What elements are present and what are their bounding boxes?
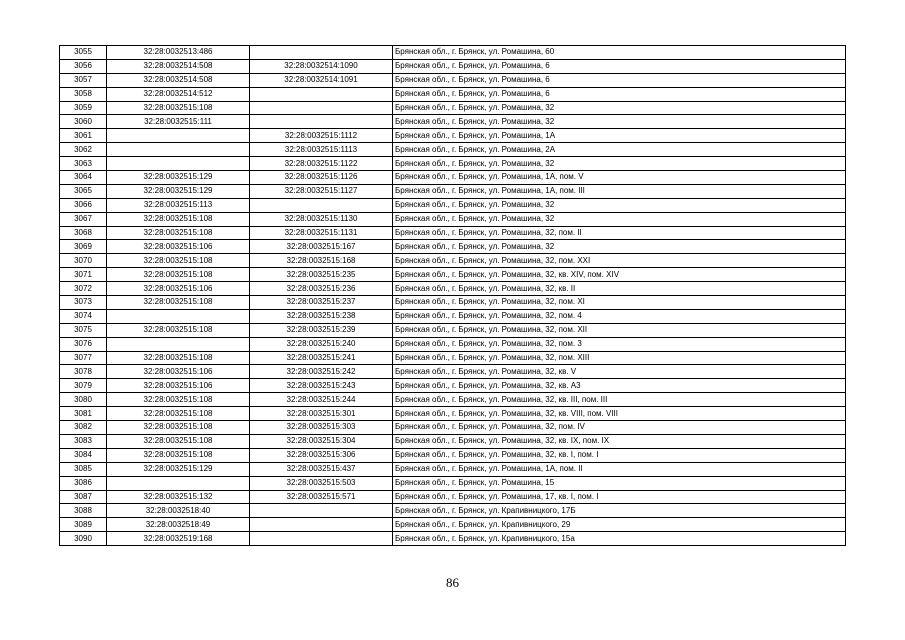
table-row: [60, 518, 846, 532]
address-cell: Брянская обл., г. Брянск, ул. Ромашина, 32, кв. VIII, пом. VIII: [393, 407, 846, 421]
object-cadastral-number-cell: [250, 46, 393, 60]
row-number-cell: 3055: [60, 46, 107, 60]
cadastral-number-cell: 32:28:0032514:508: [107, 59, 250, 73]
table-row: [60, 101, 846, 115]
object-cadastral-number-cell: [250, 518, 393, 532]
object-cadastral-number-cell: 32:28:0032515:303: [250, 421, 393, 435]
cadastral-number-cell: 32:28:0032515:108: [107, 407, 250, 421]
row-number-cell: 3065: [60, 184, 107, 198]
cadastral-number-cell: 32:28:0032515:108: [107, 351, 250, 365]
table-row: [60, 115, 846, 129]
object-cadastral-number-cell: [250, 532, 393, 546]
object-cadastral-number-cell: 32:28:0032514:1090: [250, 59, 393, 73]
row-number-cell: 3084: [60, 448, 107, 462]
cadastral-number-cell: 32:28:0032514:508: [107, 73, 250, 87]
row-number-cell: 3080: [60, 393, 107, 407]
object-cadastral-number-cell: 32:28:0032515:241: [250, 351, 393, 365]
address-cell: Брянская обл., г. Брянск, ул. Ромашина, 32, пом. II: [393, 226, 846, 240]
table-row: [60, 323, 846, 337]
registry-table: [59, 45, 846, 546]
row-number-cell: 3085: [60, 462, 107, 476]
address-cell: Брянская обл., г. Брянск, ул. Ромашина, 32, кв. III, пом. III: [393, 393, 846, 407]
table-row: [60, 268, 846, 282]
object-cadastral-number-cell: 32:28:0032515:236: [250, 282, 393, 296]
address-cell: Брянская обл., г. Брянск, ул. Ромашина, 32, пом. XII: [393, 323, 846, 337]
cadastral-number-cell: 32:28:0032515:108: [107, 101, 250, 115]
object-cadastral-number-cell: 32:28:0032515:1126: [250, 171, 393, 185]
row-number-cell: 3060: [60, 115, 107, 129]
cadastral-number-cell: 32:28:0032515:113: [107, 198, 250, 212]
cadastral-number-cell: 32:28:0032515:106: [107, 282, 250, 296]
object-cadastral-number-cell: [250, 115, 393, 129]
object-cadastral-number-cell: 32:28:0032515:242: [250, 365, 393, 379]
object-cadastral-number-cell: 32:28:0032515:243: [250, 379, 393, 393]
cadastral-number-cell: 32:28:0032515:108: [107, 434, 250, 448]
row-number-cell: 3078: [60, 365, 107, 379]
table-row: [60, 254, 846, 268]
cadastral-number-cell: 32:28:0032519:168: [107, 532, 250, 546]
object-cadastral-number-cell: 32:28:0032515:571: [250, 490, 393, 504]
cadastral-number-cell: 32:28:0032515:108: [107, 393, 250, 407]
object-cadastral-number-cell: 32:28:0032515:437: [250, 462, 393, 476]
address-cell: Брянская обл., г. Брянск, ул. Ромашина, 32: [393, 101, 846, 115]
address-cell: Брянская обл., г. Брянск, ул. Ромашина, 32, кв. II: [393, 282, 846, 296]
row-number-cell: 3079: [60, 379, 107, 393]
row-number-cell: 3073: [60, 296, 107, 310]
cadastral-number-cell: 32:28:0032515:106: [107, 365, 250, 379]
table-row: [60, 504, 846, 518]
table-row: [60, 129, 846, 143]
address-cell: Брянская обл., г. Брянск, ул. Ромашина, 32: [393, 212, 846, 226]
table-row: [60, 171, 846, 185]
address-cell: Брянская обл., г. Брянск, ул. Крапивницкого, 29: [393, 518, 846, 532]
object-cadastral-number-cell: 32:28:0032515:1130: [250, 212, 393, 226]
cadastral-number-cell: 32:28:0032515:108: [107, 421, 250, 435]
object-cadastral-number-cell: 32:28:0032515:238: [250, 309, 393, 323]
object-cadastral-number-cell: 32:28:0032515:306: [250, 448, 393, 462]
row-number-cell: 3069: [60, 240, 107, 254]
table-row: [60, 448, 846, 462]
cadastral-number-cell: 32:28:0032515:106: [107, 240, 250, 254]
address-cell: Брянская обл., г. Брянск, ул. Ромашина, 32, кв. IX, пом. IX: [393, 434, 846, 448]
cadastral-number-cell: 32:28:0032515:108: [107, 323, 250, 337]
address-cell: Брянская обл., г. Брянск, ул. Ромашина, 32: [393, 198, 846, 212]
row-number-cell: 3087: [60, 490, 107, 504]
table-row: [60, 296, 846, 310]
table-row: [60, 421, 846, 435]
object-cadastral-number-cell: 32:28:0032515:239: [250, 323, 393, 337]
cadastral-number-cell: 32:28:0032515:108: [107, 296, 250, 310]
object-cadastral-number-cell: 32:28:0032515:1122: [250, 157, 393, 171]
address-cell: Брянская обл., г. Брянск, ул. Ромашина, 32, пом. XIII: [393, 351, 846, 365]
cadastral-number-cell: 32:28:0032518:40: [107, 504, 250, 518]
object-cadastral-number-cell: 32:28:0032515:301: [250, 407, 393, 421]
address-cell: Брянская обл., г. Брянск, ул. Ромашина, 15: [393, 476, 846, 490]
address-cell: Брянская обл., г. Брянск, ул. Ромашина, 6: [393, 73, 846, 87]
address-cell: Брянская обл., г. Брянск, ул. Ромашина, 32, кв. I, пом. I: [393, 448, 846, 462]
cadastral-number-cell: [107, 129, 250, 143]
row-number-cell: 3064: [60, 171, 107, 185]
row-number-cell: 3057: [60, 73, 107, 87]
table-row: [60, 143, 846, 157]
address-cell: Брянская обл., г. Брянск, ул. Ромашина, 32, пом. XI: [393, 296, 846, 310]
row-number-cell: 3088: [60, 504, 107, 518]
row-number-cell: 3089: [60, 518, 107, 532]
table-row: [60, 393, 846, 407]
object-cadastral-number-cell: [250, 101, 393, 115]
row-number-cell: 3068: [60, 226, 107, 240]
object-cadastral-number-cell: 32:28:0032515:503: [250, 476, 393, 490]
address-cell: Брянская обл., г. Брянск, ул. Крапивницкого, 15а: [393, 532, 846, 546]
cadastral-number-cell: 32:28:0032515:108: [107, 212, 250, 226]
address-cell: Брянская обл., г. Брянск, ул. Ромашина, 1А, пом. V: [393, 171, 846, 185]
row-number-cell: 3072: [60, 282, 107, 296]
address-cell: Брянская обл., г. Брянск, ул. Ромашина, 1А, пом. II: [393, 462, 846, 476]
address-cell: Брянская обл., г. Брянск, ул. Ромашина, 32, кв. V: [393, 365, 846, 379]
address-cell: Брянская обл., г. Брянск, ул. Крапивницкого, 17Б: [393, 504, 846, 518]
cadastral-number-cell: 32:28:0032515:106: [107, 379, 250, 393]
row-number-cell: 3058: [60, 87, 107, 101]
object-cadastral-number-cell: [250, 504, 393, 518]
table-row: [60, 365, 846, 379]
table-row: [60, 282, 846, 296]
address-cell: Брянская обл., г. Брянск, ул. Ромашина, 2А: [393, 143, 846, 157]
row-number-cell: 3083: [60, 434, 107, 448]
object-cadastral-number-cell: 32:28:0032515:244: [250, 393, 393, 407]
row-number-cell: 3081: [60, 407, 107, 421]
address-cell: Брянская обл., г. Брянск, ул. Ромашина, 6: [393, 87, 846, 101]
table-row: [60, 157, 846, 171]
cadastral-number-cell: [107, 309, 250, 323]
cadastral-number-cell: [107, 476, 250, 490]
cadastral-number-cell: 32:28:0032515:108: [107, 226, 250, 240]
table-row: [60, 87, 846, 101]
address-cell: Брянская обл., г. Брянск, ул. Ромашина, 32, пом. 4: [393, 309, 846, 323]
table-row: [60, 212, 846, 226]
table-row: [60, 351, 846, 365]
registry-table-body: [60, 46, 846, 546]
row-number-cell: 3076: [60, 337, 107, 351]
row-number-cell: 3063: [60, 157, 107, 171]
address-cell: Брянская обл., г. Брянск, ул. Ромашина, 60: [393, 46, 846, 60]
row-number-cell: 3062: [60, 143, 107, 157]
table-row: [60, 462, 846, 476]
object-cadastral-number-cell: 32:28:0032515:1112: [250, 129, 393, 143]
row-number-cell: 3056: [60, 59, 107, 73]
address-cell: Брянская обл., г. Брянск, ул. Ромашина, 32, кв. XIV, пом. XIV: [393, 268, 846, 282]
table-row: [60, 309, 846, 323]
address-cell: Брянская обл., г. Брянск, ул. Ромашина, 1А, пом. III: [393, 184, 846, 198]
cadastral-number-cell: 32:28:0032515:129: [107, 171, 250, 185]
address-cell: Брянская обл., г. Брянск, ул. Ромашина, 32: [393, 157, 846, 171]
address-cell: Брянская обл., г. Брянск, ул. Ромашина, 32, пом. 3: [393, 337, 846, 351]
address-cell: Брянская обл., г. Брянск, ул. Ромашина, 32: [393, 115, 846, 129]
page-number: 86: [446, 575, 459, 590]
table-row: [60, 476, 846, 490]
table-row: [60, 73, 846, 87]
row-number-cell: 3071: [60, 268, 107, 282]
cadastral-number-cell: [107, 143, 250, 157]
cadastral-number-cell: 32:28:0032518:49: [107, 518, 250, 532]
address-cell: Брянская обл., г. Брянск, ул. Ромашина, 32, кв. А3: [393, 379, 846, 393]
row-number-cell: 3082: [60, 421, 107, 435]
table-row: [60, 532, 846, 546]
table-row: [60, 59, 846, 73]
address-cell: Брянская обл., г. Брянск, ул. Ромашина, 32: [393, 240, 846, 254]
row-number-cell: 3075: [60, 323, 107, 337]
table-row: [60, 240, 846, 254]
object-cadastral-number-cell: 32:28:0032515:167: [250, 240, 393, 254]
table-row: [60, 490, 846, 504]
cadastral-number-cell: 32:28:0032515:108: [107, 448, 250, 462]
object-cadastral-number-cell: 32:28:0032515:1127: [250, 184, 393, 198]
row-number-cell: 3059: [60, 101, 107, 115]
table-row: [60, 198, 846, 212]
table-row: [60, 434, 846, 448]
object-cadastral-number-cell: 32:28:0032515:240: [250, 337, 393, 351]
object-cadastral-number-cell: 32:28:0032515:304: [250, 434, 393, 448]
row-number-cell: 3074: [60, 309, 107, 323]
cadastral-number-cell: 32:28:0032515:111: [107, 115, 250, 129]
object-cadastral-number-cell: [250, 198, 393, 212]
table-row: [60, 46, 846, 60]
table-row: [60, 379, 846, 393]
row-number-cell: 3067: [60, 212, 107, 226]
row-number-cell: 3077: [60, 351, 107, 365]
address-cell: Брянская обл., г. Брянск, ул. Ромашина, 1А: [393, 129, 846, 143]
cadastral-number-cell: 32:28:0032515:108: [107, 268, 250, 282]
table-row: [60, 226, 846, 240]
address-cell: Брянская обл., г. Брянск, ул. Ромашина, 32, пом. XXI: [393, 254, 846, 268]
row-number-cell: 3061: [60, 129, 107, 143]
table-row: [60, 337, 846, 351]
cadastral-number-cell: [107, 337, 250, 351]
cadastral-number-cell: 32:28:0032515:132: [107, 490, 250, 504]
row-number-cell: 3086: [60, 476, 107, 490]
cadastral-number-cell: 32:28:0032515:129: [107, 462, 250, 476]
object-cadastral-number-cell: 32:28:0032514:1091: [250, 73, 393, 87]
address-cell: Брянская обл., г. Брянск, ул. Ромашина, 6: [393, 59, 846, 73]
cadastral-number-cell: [107, 157, 250, 171]
address-cell: Брянская обл., г. Брянск, ул. Ромашина, 32, пом. IV: [393, 421, 846, 435]
object-cadastral-number-cell: 32:28:0032515:1113: [250, 143, 393, 157]
object-cadastral-number-cell: 32:28:0032515:168: [250, 254, 393, 268]
table-row: [60, 407, 846, 421]
object-cadastral-number-cell: [250, 87, 393, 101]
row-number-cell: 3070: [60, 254, 107, 268]
cadastral-number-cell: 32:28:0032515:129: [107, 184, 250, 198]
row-number-cell: 3066: [60, 198, 107, 212]
cadastral-number-cell: 32:28:0032514:512: [107, 87, 250, 101]
object-cadastral-number-cell: 32:28:0032515:235: [250, 268, 393, 282]
cadastral-number-cell: 32:28:0032515:108: [107, 254, 250, 268]
object-cadastral-number-cell: 32:28:0032515:237: [250, 296, 393, 310]
table-row: [60, 184, 846, 198]
cadastral-number-cell: 32:28:0032513:486: [107, 46, 250, 60]
row-number-cell: 3090: [60, 532, 107, 546]
address-cell: Брянская обл., г. Брянск, ул. Ромашина, 17, кв. I, пом. I: [393, 490, 846, 504]
object-cadastral-number-cell: 32:28:0032515:1131: [250, 226, 393, 240]
